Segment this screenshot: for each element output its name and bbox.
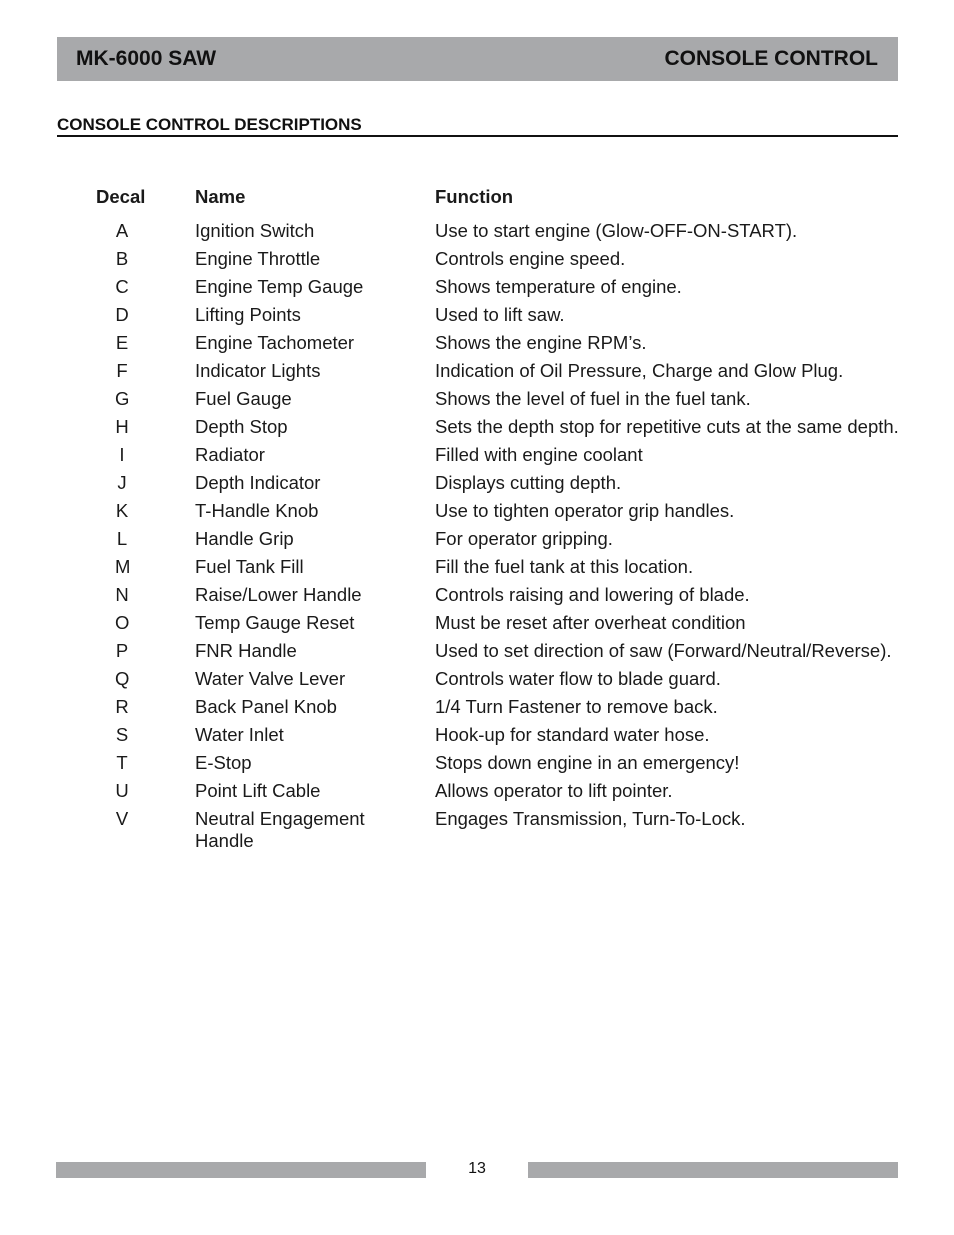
control-function: Used to lift saw. [435, 304, 565, 325]
control-function: Shows temperature of engine. [435, 276, 682, 297]
control-name: Indicator Lights [195, 360, 321, 381]
table-row [0, 444, 954, 472]
control-function: Controls engine speed. [435, 248, 626, 269]
decal-letter: F [116, 360, 128, 381]
control-name: Water Inlet [195, 724, 284, 745]
table-row [0, 472, 954, 500]
name-column-header: Name [195, 186, 246, 207]
decal-letter: V [115, 808, 129, 829]
control-function: Must be reset after overheat condition [435, 612, 746, 633]
decal-letter: O [115, 612, 130, 633]
control-name: Fuel Tank Fill [195, 556, 304, 577]
control-name: Lifting Points [195, 304, 301, 325]
control-function: Use to tighten operator grip handles. [435, 500, 735, 521]
decal-letter: E [115, 332, 129, 353]
document-title: MK-6000 SAW [76, 47, 217, 70]
control-function: Sets the depth stop for repetitive cuts at the same depth. [435, 416, 899, 437]
decal-letter: H [115, 416, 129, 437]
control-name: Ignition Switch [195, 220, 315, 241]
decal-letter: M [115, 556, 131, 577]
control-name: FNR Handle [195, 640, 297, 661]
control-name: Handle Grip [195, 528, 294, 549]
control-function: Shows the level of fuel in the fuel tank. [435, 388, 751, 409]
decal-letter: U [115, 780, 129, 801]
table-row [0, 668, 954, 696]
function-column-header: Function [435, 186, 514, 207]
table-row [0, 808, 954, 858]
control-name: E-Stop [195, 752, 252, 773]
decal-letter: L [116, 528, 128, 549]
control-function: Indication of Oil Pressure, Charge and Glow Plug. [435, 360, 844, 381]
control-function: Displays cutting depth. [435, 472, 622, 493]
table-row [0, 612, 954, 640]
control-function: Used to set direction of saw (Forward/Neutral/Reverse). [435, 640, 892, 661]
decal-letter: N [115, 584, 129, 605]
table-row [0, 752, 954, 780]
footer-bar-left [56, 1162, 426, 1178]
chapter-title: CONSOLE CONTROL [664, 47, 878, 70]
table-row [0, 416, 954, 444]
control-function: 1/4 Turn Fastener to remove back. [435, 696, 718, 717]
table-row [0, 388, 954, 416]
table-row [0, 220, 954, 248]
decal-letter: S [115, 724, 129, 745]
decal-letter: J [117, 472, 127, 493]
decal-letter: A [115, 220, 129, 241]
page-number: 13 [468, 1160, 486, 1177]
decal-letter: K [115, 500, 129, 521]
decal-letter: D [115, 304, 129, 325]
control-name: Neutral Engagement Handle [195, 808, 365, 851]
table-row [0, 360, 954, 388]
table-row [0, 500, 954, 528]
control-function: Controls raising and lowering of blade. [435, 584, 750, 605]
console-control-table [0, 186, 954, 858]
decal-letter: T [116, 752, 128, 773]
footer-bar-right [528, 1162, 898, 1178]
control-name: Engine Tachometer [195, 332, 355, 353]
header-bar [57, 37, 898, 81]
decal-letter: P [115, 640, 129, 661]
control-function: Stops down engine in an emergency! [435, 752, 740, 773]
control-name: Engine Temp Gauge [195, 276, 364, 297]
control-name: Water Valve Lever [195, 668, 346, 689]
control-name: T-Handle Knob [195, 500, 319, 521]
control-name: Fuel Gauge [195, 388, 292, 409]
control-function: Engages Transmission, Turn-To-Lock. [435, 808, 746, 829]
control-function: Use to start engine (Glow-OFF-ON-START). [435, 220, 798, 241]
table-row [0, 304, 954, 332]
decal-letter: Q [115, 668, 130, 689]
decal-letter: I [119, 444, 125, 465]
table-row [0, 780, 954, 808]
control-function: Hook-up for standard water hose. [435, 724, 710, 745]
decal-letter: G [115, 388, 130, 409]
table-row [0, 584, 954, 612]
section-title: CONSOLE CONTROL DESCRIPTIONS [57, 116, 898, 137]
control-name: Point Lift Cable [195, 780, 321, 801]
control-name: Depth Stop [195, 416, 288, 437]
table-row [0, 528, 954, 556]
table-row [0, 556, 954, 584]
decal-letter: C [115, 276, 129, 297]
table-row [0, 332, 954, 360]
table-row [0, 696, 954, 724]
control-function: Controls water flow to blade guard. [435, 668, 721, 689]
control-name: Engine Throttle [195, 248, 321, 269]
table-row [0, 276, 954, 304]
table-row [0, 724, 954, 752]
table-row [0, 248, 954, 276]
control-function: Shows the engine RPM’s. [435, 332, 647, 353]
control-name: Radiator [195, 444, 265, 465]
control-function: For operator gripping. [435, 528, 613, 549]
table-header-row [0, 186, 954, 220]
decal-letter: B [115, 248, 129, 269]
decal-column-header: Decal [96, 186, 146, 207]
control-name: Raise/Lower Handle [195, 584, 362, 605]
decal-letter: R [115, 696, 129, 717]
table-row [0, 640, 954, 668]
control-function: Allows operator to lift pointer. [435, 780, 673, 801]
control-name: Depth Indicator [195, 472, 321, 493]
control-name: Back Panel Knob [195, 696, 337, 717]
control-name: Temp Gauge Reset [195, 612, 355, 633]
control-function: Filled with engine coolant [435, 444, 643, 465]
control-function: Fill the fuel tank at this location. [435, 556, 694, 577]
